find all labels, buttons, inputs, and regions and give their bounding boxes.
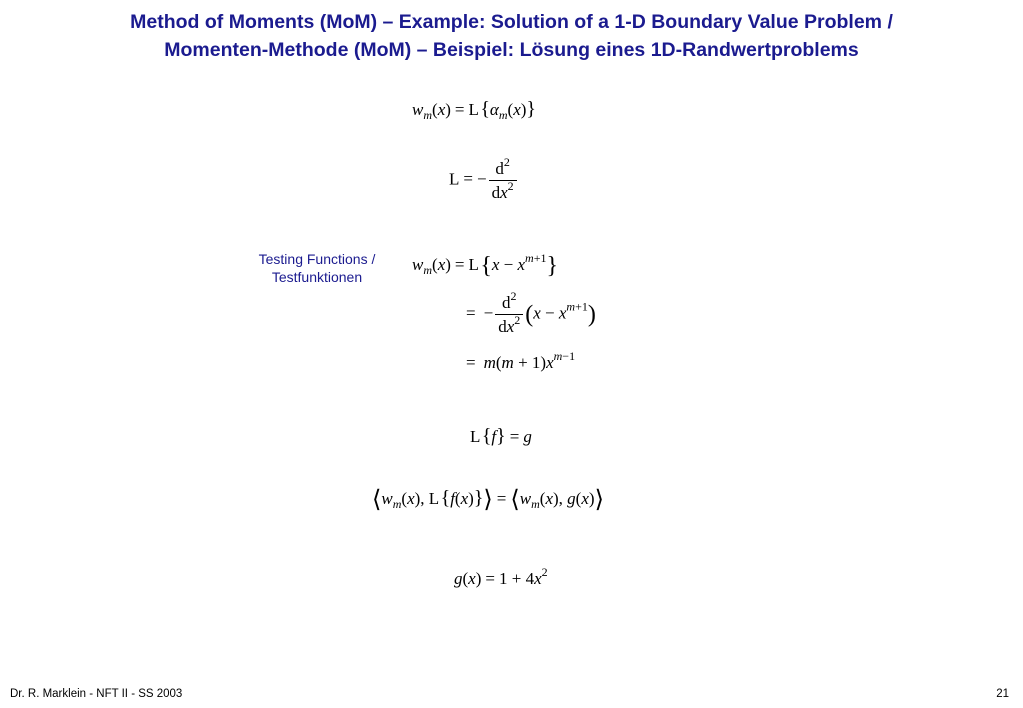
equation-operator-problem: L {f} = g: [470, 425, 532, 447]
footer-author: Dr. R. Marklein - NFT II - SS 2003: [10, 688, 183, 700]
testing-functions-label-line-2: Testfunktionen: [271, 269, 363, 285]
equation-testing-function-line-3: = $m(m + 1)x^{m-1}$: [466, 349, 576, 372]
equation-inner-product: $⟨w_m(x)$, L {f(x)}⟩ = $⟨w_m(x)$, g(x)⟩: [372, 487, 604, 513]
equation-testing-function-line-1: $w_m(x) = L$ $\{x - x^{m+1}\}$: [412, 251, 559, 279]
equation-operator-definition: L = − $\frac{d^2}{dx^2}$: [449, 160, 519, 201]
testing-functions-label: [232, 250, 402, 286]
slide-title-line-2: Momenten-Methode (MoM) – Beispiel: Lösung eines 1D-Randwertproblems: [164, 39, 859, 61]
equation-testing-function-line-2: = − $\frac{d^2}{dx^2}$ $(x - x^{m+1})$: [466, 289, 596, 336]
testing-functions-label-line-1: Testing Functions /: [258, 251, 376, 267]
slide-title-line-1: Method of Moments (MoM) – Example: Solution of a 1-D Boundary Value Problem /: [130, 11, 893, 33]
equation-testing-function-definition: $w_m(x) = L$ $\{\alpha_m(x)\}$: [412, 98, 537, 122]
equation-source-function: $g(x) = 1 + 4x^2$: [454, 565, 548, 588]
slide-title: [0, 8, 1023, 64]
footer-page-number: 21: [996, 688, 1009, 700]
